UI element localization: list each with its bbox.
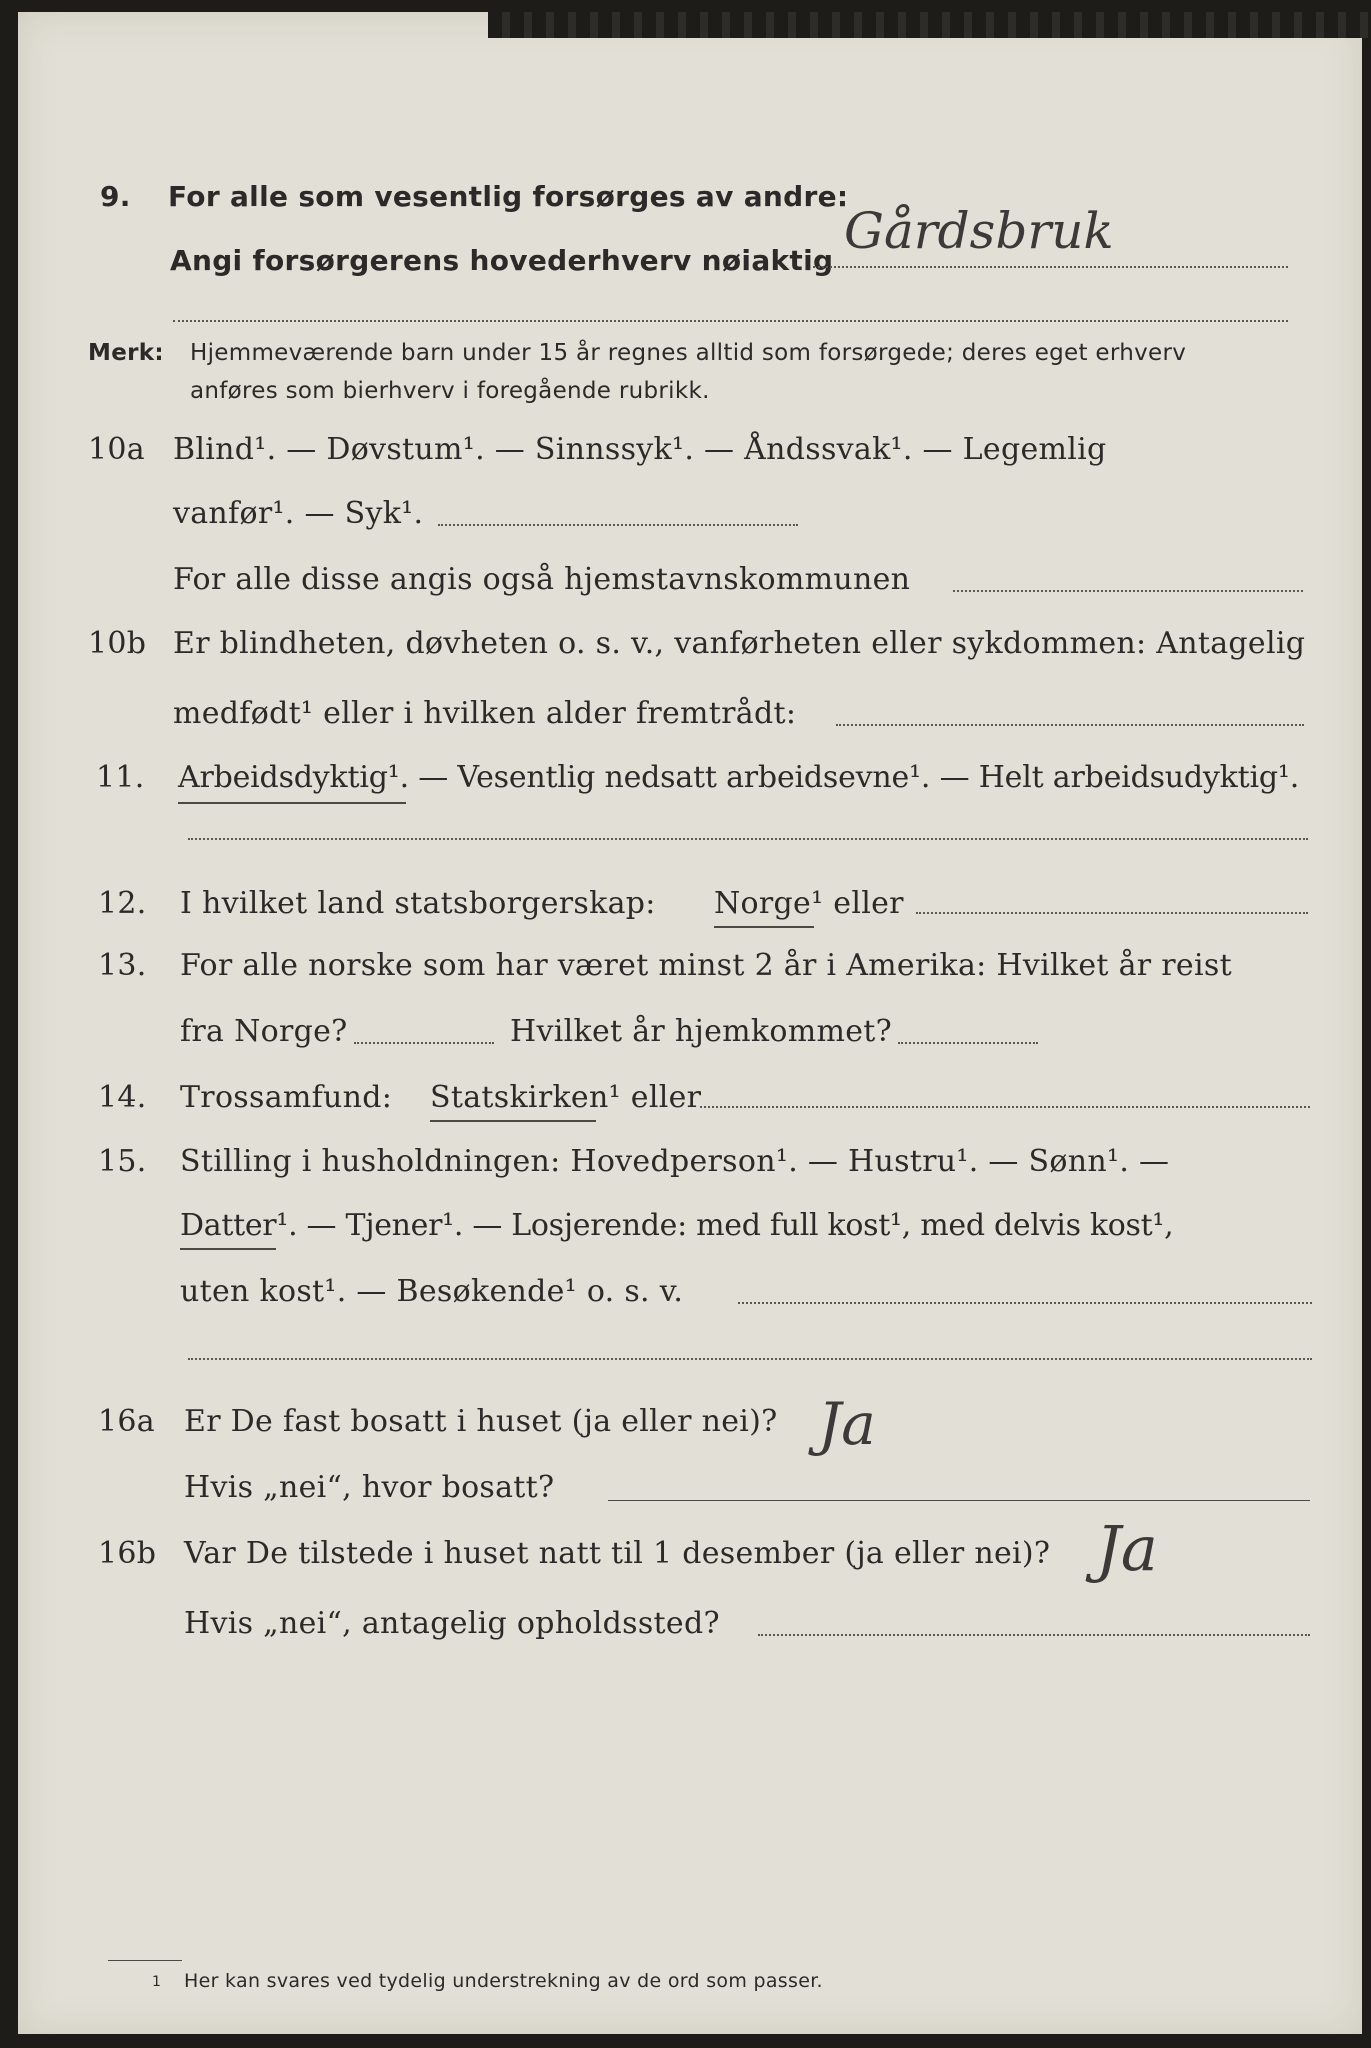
q10a-kommune-line: [953, 590, 1303, 592]
q15-text-1: Stilling i husholdningen: Hovedperson¹. — Hustru¹. — Sønn¹. —: [180, 1144, 1170, 1179]
q16a-number: 16a: [98, 1404, 155, 1439]
q11-arbeidsdyktig-underline: [178, 802, 406, 804]
ruler-strip: [488, 12, 1371, 38]
merk-text-2: anføres som bierhverv i foregående rubrikk.: [190, 378, 710, 404]
q16b-number: 16b: [98, 1536, 157, 1571]
q11-number: 11.: [96, 760, 145, 795]
q10b-text-2: medfødt¹ eller i hvilken alder fremtrådt:: [173, 696, 797, 731]
q16b-text-2: Hvis „nei“, antagelig opholdssted?: [184, 1606, 720, 1641]
q15-text-3: uten kost¹. — Besøkende¹ o. s. v.: [180, 1274, 684, 1309]
q15-answer-line: [738, 1302, 1312, 1304]
q9-answer-handwritten: Gårdsbruk: [844, 202, 1114, 260]
q14-text-1: Trossamfund:: [180, 1080, 393, 1115]
q14-answer-line: [700, 1106, 1310, 1108]
q13-hjemkommet-line: [898, 1042, 1038, 1044]
q16b-opholdssted-line: [758, 1634, 1310, 1636]
q16a-bosatt-line: [608, 1500, 1310, 1501]
q15-extra-line: [188, 1358, 1312, 1360]
q10b-number: 10b: [88, 626, 147, 661]
footnote-text: Her kan svares ved tydelig understrekning av de ord som passer.: [184, 1970, 823, 1992]
q10b-answer-line: [836, 724, 1304, 726]
q9-number: 9.: [100, 180, 131, 213]
q9-text-2: Angi forsørgerens hovederhverv nøiaktig: [170, 244, 834, 277]
q14-statskirken-underline: [430, 1120, 596, 1122]
q11-text-1: Arbeidsdyktig¹. — Vesentlig nedsatt arbeidsevne¹. — Helt arbeidsudyktig¹.: [178, 760, 1300, 795]
q16a-answer-handwritten: Ja: [818, 1390, 876, 1458]
q12-text-2: Norge¹ eller: [714, 886, 904, 921]
merk-label: Merk:: [88, 340, 164, 366]
q10b-text-1: Er blindheten, døvheten o. s. v., vanførheten eller sykdommen: Antagelig: [173, 626, 1306, 661]
q16a-text-1: Er De fast bosatt i huset (ja eller nei)?: [184, 1404, 778, 1439]
q9-extra-line: [173, 320, 1288, 322]
q13-number: 13.: [98, 948, 147, 983]
q14-text-2: Statskirken¹ eller: [430, 1080, 702, 1115]
q12-number: 12.: [98, 886, 147, 921]
q9-answer-line: [813, 266, 1288, 268]
q10a-syk-line: [438, 524, 798, 526]
q15-number: 15.: [98, 1144, 147, 1179]
merk-text-1: Hjemmeværende barn under 15 år regnes alltid som forsørgede; deres eget erhverv: [190, 340, 1187, 366]
q16b-text-1: Var De tilstede i huset natt til 1 desember (ja eller nei)?: [184, 1536, 1051, 1571]
q13-text-3: Hvilket år hjemkommet?: [510, 1014, 893, 1049]
q14-number: 14.: [98, 1080, 147, 1115]
q13-text-1: For alle norske som har været minst 2 år i Amerika: Hvilket år reist: [180, 948, 1232, 983]
q12-norge-underline: [714, 926, 814, 928]
census-form-page: [18, 12, 1362, 2034]
q10a-number: 10a: [88, 432, 145, 467]
q13-text-2: fra Norge?: [180, 1014, 348, 1049]
q9-text-1: For alle som vesentlig forsørges av andre:: [168, 180, 849, 213]
q10a-text-2: vanfør¹. — Syk¹.: [173, 496, 424, 531]
q15-datter-underline: [180, 1248, 276, 1250]
q10a-text-3: For alle disse angis også hjemstavnskommunen: [173, 562, 911, 597]
q16a-text-2: Hvis „nei“, hvor bosatt?: [184, 1470, 555, 1505]
q10a-text-1: Blind¹. — Døvstum¹. — Sinnssyk¹. — Åndssvak¹. — Legemlig: [173, 432, 1107, 467]
footnote-mark: 1: [152, 1974, 162, 1990]
q16b-answer-handwritten: Ja: [1096, 1512, 1158, 1585]
q12-text-1: I hvilket land statsborgerskap:: [180, 886, 656, 921]
q13-reist-line: [354, 1042, 494, 1044]
footnote-rule: [108, 1960, 182, 1961]
q11-extra-line: [188, 838, 1308, 840]
q15-text-2: Datter¹. — Tjener¹. — Losjerende: med full kost¹, med delvis kost¹,: [180, 1208, 1174, 1243]
q12-answer-line: [916, 912, 1308, 914]
